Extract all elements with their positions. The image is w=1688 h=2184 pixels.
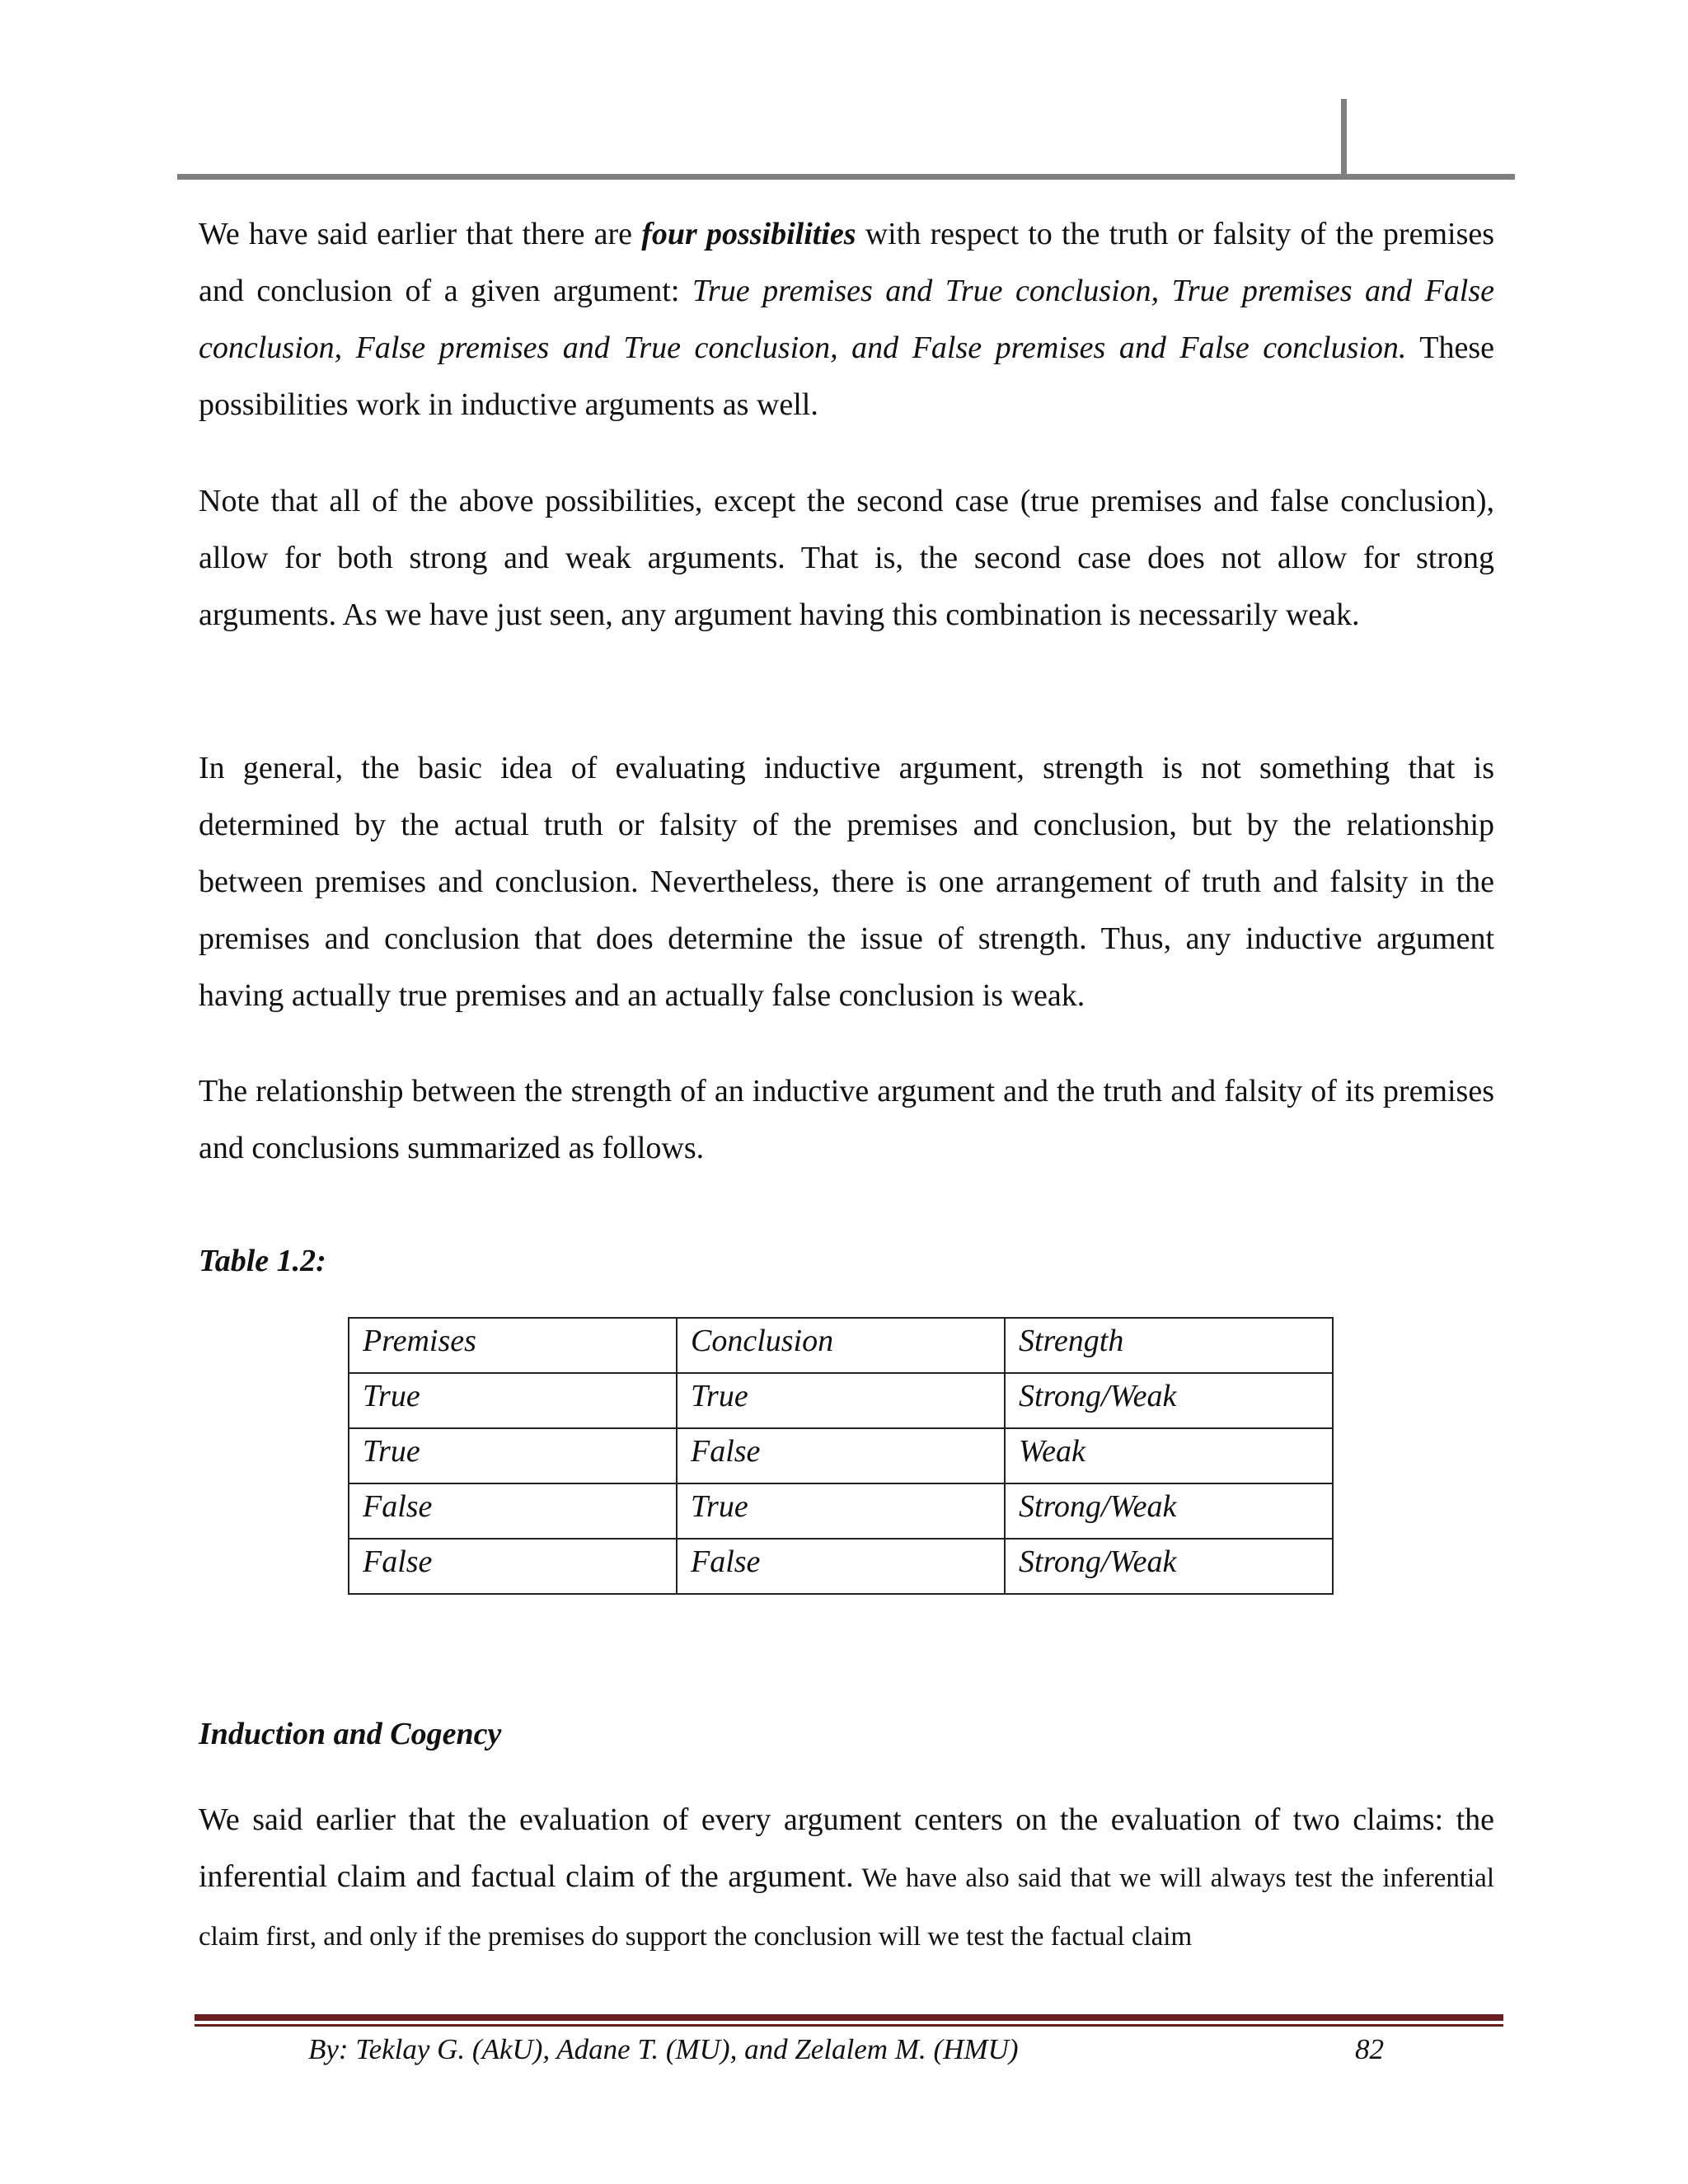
- table-row: [349, 1373, 1333, 1428]
- emphasis-four-possibilities: four possibilities: [641, 217, 856, 251]
- footer-rule-thin: [195, 2024, 1503, 2027]
- table-cell: False: [677, 1539, 1005, 1594]
- table-cell: Strong/Weak: [1005, 1373, 1333, 1428]
- table-cell: True: [677, 1483, 1005, 1539]
- table-cell: False: [349, 1483, 677, 1539]
- paragraph-relationship-summary: The relationship between the strength of an inductive argument and the truth and falsity of its premises and conclusions summarized as follows.: [199, 1074, 1494, 1165]
- possibilities-list: True premises and True conclusion, True premises and False conclusion, False premises and True conclusion, and False premises and False conclusion.: [199, 274, 1494, 365]
- paragraph-5-text-b: We have also said that we will always test the inferential claim first, and only if the premises do support the conclusion will we test the factual claim: [199, 1863, 1494, 1952]
- section-heading: Induction and Cogency: [199, 1717, 502, 1751]
- paragraph-induction-cogency: [199, 1792, 1494, 1966]
- paragraph-1-text-c: with respect to the truth or falsity of the premises and conclusion of a given argument:: [199, 217, 1495, 308]
- paragraph-evaluating-strength: In general, the basic idea of evaluating inductive argument, strength is not something that is determined by the actual truth or falsity of the premises and conclusion, but by the relationship between premises and conclusion. Nevertheless, there is one arrangement of truth and falsity in the premises and conclusion that does determine the issue of strength. Thus, any inductive argument having actually true premises and an actually false conclusion is weak.: [199, 751, 1494, 1013]
- table-row: [349, 1539, 1333, 1594]
- paragraph-1-text-e: These possibilities work in inductive arguments as well.: [199, 330, 1495, 422]
- table-cell: True: [349, 1428, 677, 1483]
- paragraph-5-text-a: We said earlier that the evaluation of every argument centers on the evaluation of two claims: the inferential claim and factual claim of the argument.: [199, 1802, 1494, 1894]
- footer-authors: By: Teklay G. (AkU), Adane T. (MU), and Zelalem M. (HMU): [308, 2033, 1019, 2065]
- table-cell: False: [349, 1539, 677, 1594]
- table-header-cell: Conclusion: [677, 1318, 1005, 1373]
- table-caption: Table 1.2:: [199, 1244, 326, 1278]
- table-cell: Weak: [1005, 1428, 1333, 1483]
- table-cell: True: [349, 1373, 677, 1428]
- page-number: 82: [1355, 2033, 1384, 2065]
- strength-table: [348, 1317, 1334, 1595]
- table-cell: True: [677, 1373, 1005, 1428]
- table-cell: Strong/Weak: [1005, 1483, 1333, 1539]
- table-header-row: [349, 1318, 1333, 1373]
- paragraph-second-case: Note that all of the above possibilities, except the second case (true premises and false conclusion), allow for both strong and weak arguments. That is, the second case does not allow for strong arguments. As we have just seen, any argument having this combination is necessarily weak.: [199, 484, 1494, 632]
- header-tick: [1341, 99, 1347, 180]
- table-row: [349, 1428, 1333, 1483]
- table-row: [349, 1483, 1333, 1539]
- paragraph-1-text-a: We have said earlier that there are: [199, 217, 642, 251]
- paragraph-possibilities: [199, 206, 1494, 434]
- header-rule: [177, 174, 1515, 180]
- table-cell: Strong/Weak: [1005, 1539, 1333, 1594]
- table-header-cell: Premises: [349, 1318, 677, 1373]
- footer-rule: [195, 2014, 1503, 2021]
- table-header-cell: Strength: [1005, 1318, 1333, 1373]
- table-cell: False: [677, 1428, 1005, 1483]
